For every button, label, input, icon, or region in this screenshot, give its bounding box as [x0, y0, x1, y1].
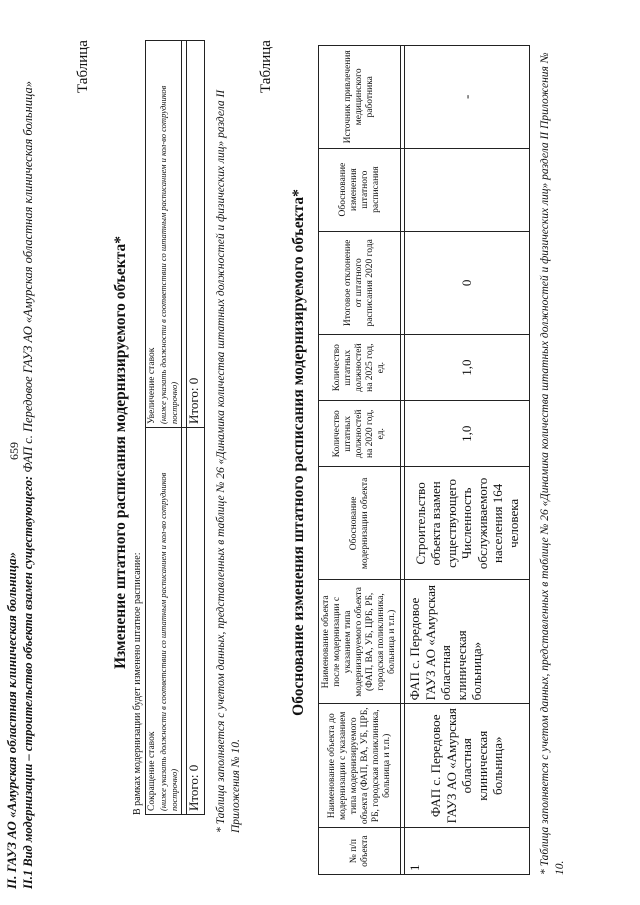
section-subheading: [20, 19, 36, 889]
object-before: ФАП с. Передовое ГАУЗ АО «Амурская областная клиническая больница»: [405, 704, 530, 828]
staff-source: -: [405, 46, 530, 149]
header-cell: № п/п объекта: [319, 828, 401, 875]
header-cell: Наименование объекта до модернизации с указанием типа модернизируемого объекта (ФАП, ВА, УБ, ЦРБ, РБ, городская поликлиника, больница и т.п.): [319, 704, 401, 828]
table1-intro: В рамках модернизации будет изменено штатное расписание:: [132, 552, 143, 815]
page-number: 659: [7, 442, 21, 460]
table2-footnote: * Таблица заполняется с учетом данных, представленных в таблице № 26 «Динамика количества штатных должностей и физических лиц» раздела II Приложения № 10.: [539, 52, 566, 875]
header-cell: Наименование объекта после модернизации с указанием типа модернизируемого объекта (ФАП, ВА, УБ, ЦРБ, РБ, городская поликлиника, больница и т.п.): [319, 580, 401, 704]
table1-header-row: [146, 41, 182, 815]
modernization-reason: Строительство объекта взамен существующего Численность обслуживаемого населения 164 человека: [405, 467, 530, 580]
increase-note: (ниже указать должности в соответствии со штатным расписанием и кол-во сотрудников построчно): [158, 85, 179, 424]
table2-label: Таблица: [258, 40, 274, 93]
table1-title: Изменение штатного расписания модернизируемого объекта*: [112, 235, 129, 670]
header-cell: Источник привлечения медицинского работника: [319, 46, 401, 149]
staff-2025: 1,0: [405, 335, 530, 401]
reduce-cell: [146, 428, 182, 815]
table1-label: Таблица: [75, 40, 91, 93]
object-after: ФАП с. Передовое ГАУЗ АО «Амурская областная клиническая больница»: [405, 580, 530, 704]
header-cell: Количество штатных должностей на 2025 год, ед.: [319, 335, 401, 401]
header-cell: Итоговое отклонение от штатного расписания 2020 года: [319, 231, 401, 335]
staff-2020: 1,0: [405, 401, 530, 467]
section-heading: II. ГАУЗ АО «Амурская областная клиническая больница»: [4, 552, 19, 889]
subheading-object: ФАП с. Передовое ГАУЗ АО «Амурская областная клиническая больница»: [21, 81, 35, 473]
increase-cell: [146, 41, 182, 428]
total-left: Итого: 0: [187, 428, 205, 815]
change-justification: [405, 148, 530, 231]
table2-header-row: [319, 46, 401, 875]
justification-table: [318, 45, 530, 875]
table2-title: Обоснование изменения штатного расписания модернизируемого объекта*: [290, 189, 307, 716]
row-number: 1: [405, 828, 530, 875]
subheading-label: II.1 Вид модернизации – строительство объекта взамен существующего:: [21, 475, 35, 889]
header-cell: Количество штатных должностей на 2020 год, ед.: [319, 401, 401, 467]
header-cell: Обоснование модернизации объекта: [319, 467, 401, 580]
header-cell: Обоснование изменения штатного расписания: [319, 148, 401, 231]
table-row: [405, 46, 530, 875]
reduce-title: Сокращение ставок: [147, 731, 157, 811]
reduce-note: (ниже указать должности в соответствии со штатным расписанием и кол-во сотрудников построчно): [158, 472, 179, 811]
increase-title: Увеличение ставок: [147, 347, 157, 424]
deviation: 0: [405, 231, 530, 335]
total-right: Итого: 0: [187, 41, 205, 428]
table1-footnote: * Таблица заполняется с учетом данных, представленных в таблице № 26 «Динамика количества штатных должностей и физических лиц» раздела II Приложения № 10.: [215, 89, 242, 833]
table1-total-row: [187, 41, 205, 815]
staffing-change-table: [145, 40, 205, 815]
